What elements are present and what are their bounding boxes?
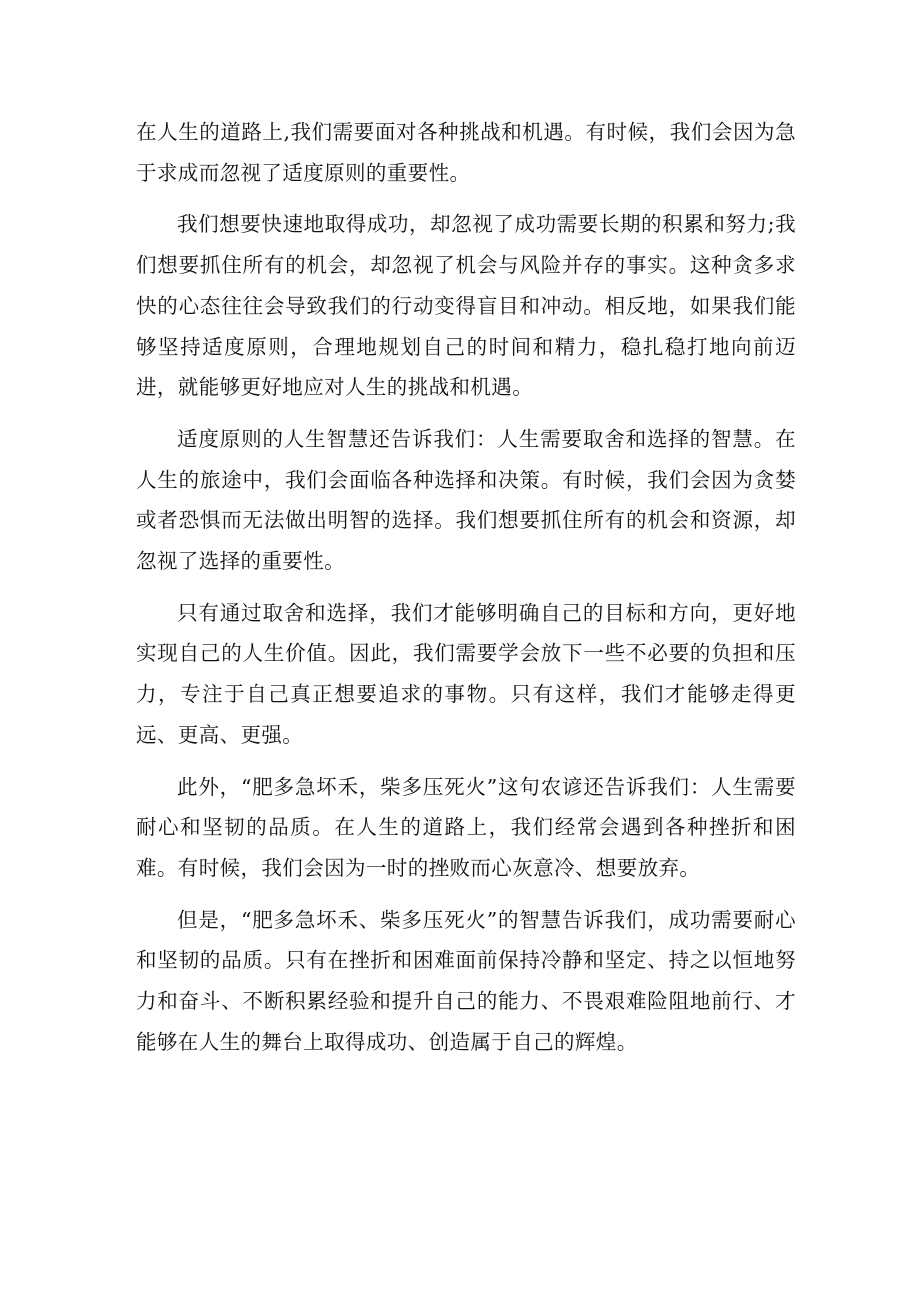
paragraph-1: 在人生的道路上,我们需要面对各种挑战和机遇。有时候，我们会因为急于求成而忽视了适度原则的重要性。: [136, 120, 796, 185]
paragraph-3: 适度原则的人生智慧还告诉我们：人生需要取舍和选择的智慧。在人生的旅途中，我们会面临各种选择和决策。有时候，我们会因为贪婪或者恐惧而无法做出明智的选择。我们想要抓住所有的机会和资源，却忽视了选择的重要性。: [136, 426, 796, 574]
paragraph-5: 此外，“肥多急坏禾，柴多压死火”这句农谚还告诉我们：人生需要耐心和坚韧的品质。在人生的道路上，我们经常会遇到各种挫折和困难。有时候，我们会因为一时的挫败而心灰意冷、想要放弃。: [136, 774, 796, 880]
paragraph-6: 但是，“肥多急坏禾、柴多压死火”的智慧告诉我们，成功需要耐心和坚韧的品质。只有在挫折和困难面前保持冷静和坚定、持之以恒地努力和奋斗、不断积累经验和提升自己的能力、不畏艰难险阻地前行、才能够在人生的舞台上取得成功、创造属于自己的辉煌。: [136, 907, 796, 1054]
document-page: [136, 112, 796, 1073]
paragraph-4: 只有通过取舍和选择，我们才能够明确自己的目标和方向，更好地实现自己的人生价值。因此，我们需要学会放下一些不必要的负担和压力，专注于自己真正想要追求的事物。只有这样，我们才能够走得更远、更高、更强。: [136, 600, 796, 747]
paragraph-2: 我们想要快速地取得成功，却忽视了成功需要长期的积累和努力;我们想要抓住所有的机会，却忽视了机会与风险并存的事实。这种贪多求快的心态往往会导致我们的行动变得盲目和冲动。相反地，如果我们能够坚持适度原则，合理地规划自己的时间和精力，稳扎稳打地向前迈进，就能够更好地应对人生的挑战和机遇。: [136, 212, 796, 400]
